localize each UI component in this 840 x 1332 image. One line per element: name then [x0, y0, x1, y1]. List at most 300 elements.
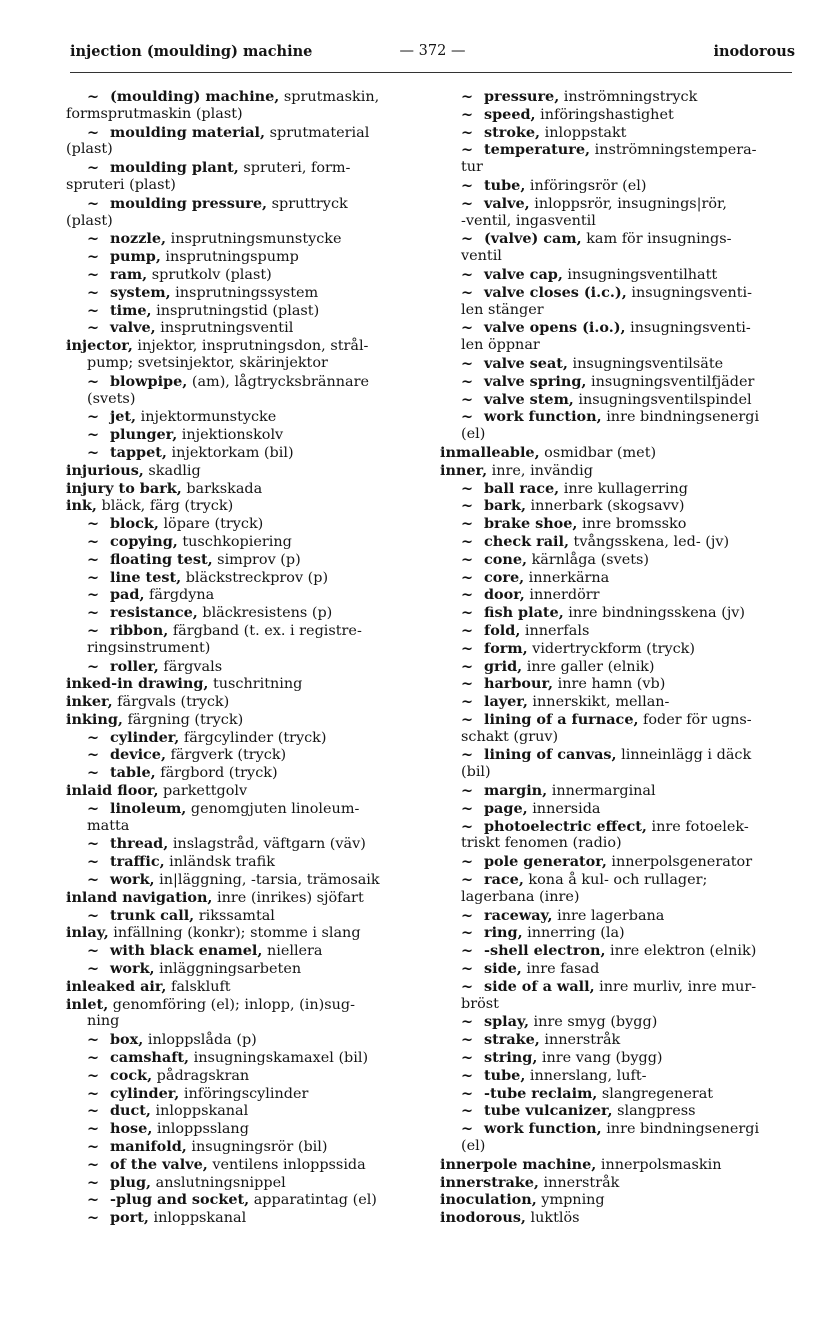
sub-entry-line — [440, 1085, 796, 1103]
entry-translation: inre hamn (vb) — [553, 676, 666, 693]
sub-entry-line — [66, 835, 416, 853]
entry-term: work function, — [484, 408, 602, 426]
entry-term: valve spring, — [484, 372, 587, 390]
entry-translation: inslagstråd, väftgarn (väv) — [168, 836, 366, 853]
sub-entry-line — [66, 853, 416, 871]
entry-term: ball race, — [484, 479, 560, 497]
entry-term: -tube reclaim, — [484, 1084, 598, 1102]
sub-entry-line — [66, 408, 416, 426]
entry-term: inker, — [66, 693, 113, 711]
swung-dash-icon: ~ — [461, 800, 474, 817]
continuation-line — [440, 426, 796, 444]
swung-dash-icon: ~ — [87, 658, 100, 675]
sub-entry-line — [440, 1049, 796, 1067]
entry-translation: triskt fenomen (radio) — [461, 835, 622, 852]
page-number: — 372 — — [399, 43, 466, 59]
swung-dash-icon: ~ — [461, 747, 474, 764]
entry-term: plunger, — [110, 426, 178, 444]
swung-dash-icon: ~ — [461, 516, 474, 533]
entry-term: -shell electron, — [484, 942, 606, 960]
entry-term: ribbon, — [110, 621, 169, 639]
swung-dash-icon: ~ — [461, 355, 474, 372]
entry-translation: kona å kul- och rullager; — [523, 872, 708, 889]
sub-entry-line — [440, 818, 796, 836]
entry-translation: insugningsventilfjäder — [586, 373, 755, 390]
entry-term: margin, — [484, 782, 548, 800]
entry-term: speed, — [484, 105, 536, 123]
entry-translation: kärnlåga (svets) — [527, 551, 649, 568]
swung-dash-icon: ~ — [461, 676, 474, 693]
sub-entry-line — [66, 800, 416, 818]
entry-translation: färgbord (tryck) — [155, 765, 278, 782]
continuation-line — [440, 213, 796, 231]
entry-headword-line — [66, 497, 416, 515]
entry-term: time, — [110, 301, 152, 319]
sub-entry-line — [440, 586, 796, 604]
entry-term: inoculation, — [440, 1191, 537, 1209]
swung-dash-icon: ~ — [461, 711, 474, 728]
sub-entry-line — [66, 960, 416, 978]
entry-translation: pump; svetsinjektor, skärinjektor — [87, 354, 328, 371]
sub-entry-line — [440, 693, 796, 711]
continuation-line — [440, 248, 796, 266]
entry-term: inlet, — [66, 995, 109, 1013]
entry-translation: inloppskanal — [150, 1103, 249, 1120]
entry-headword-line — [66, 889, 416, 907]
sub-entry-line — [440, 746, 796, 764]
entry-term: inner, — [440, 461, 488, 479]
swung-dash-icon: ~ — [87, 1032, 100, 1049]
sub-entry-line — [440, 480, 796, 498]
entry-term: tube vulcanizer, — [484, 1102, 613, 1120]
swung-dash-icon: ~ — [87, 907, 100, 924]
swung-dash-icon: ~ — [461, 195, 474, 212]
entry-translation: löpare (tryck) — [158, 516, 264, 533]
entry-translation: parkettgolv — [158, 783, 248, 800]
entry-translation: ning — [87, 1013, 120, 1030]
continuation-line — [440, 729, 796, 747]
sub-entry-line — [440, 711, 796, 729]
swung-dash-icon: ~ — [87, 961, 100, 978]
sub-entry-line — [66, 907, 416, 925]
sub-entry-line — [440, 1102, 796, 1120]
entry-term: fish plate, — [484, 604, 564, 622]
entry-term: valve stem, — [484, 390, 574, 408]
entry-translation: insprutningsmunstycke — [166, 231, 342, 248]
entry-translation: barkskada — [181, 480, 263, 497]
entry-term: (moulding) machine, — [110, 88, 280, 105]
entry-translation: ympning — [536, 1192, 605, 1209]
entry-translation: insugningsventilspindel — [573, 391, 752, 408]
sub-entry-line — [440, 284, 796, 302]
entry-term: lining of canvas, — [484, 746, 617, 764]
swung-dash-icon: ~ — [461, 1121, 474, 1138]
entry-term: side, — [484, 960, 522, 978]
entry-headword-line — [66, 996, 416, 1014]
swung-dash-icon: ~ — [461, 391, 474, 408]
entry-translation: falskluft — [166, 978, 231, 995]
entry-translation: in|läggning, -tarsia, trämosaik — [154, 872, 380, 889]
sub-entry-line — [440, 782, 796, 800]
sub-entry-line — [440, 569, 796, 587]
entry-headword-line — [66, 782, 416, 800]
entry-translation: insprutningstid (plast) — [151, 302, 320, 319]
entry-translation: bläckstreckprov (p) — [181, 569, 329, 586]
entry-term: strake, — [484, 1031, 540, 1049]
entry-translation: färgdyna — [144, 587, 215, 604]
entry-translation: insprutningspump — [160, 249, 299, 266]
entry-translation: färgvals (tryck) — [112, 694, 230, 711]
entry-translation: vidertryckform (tryck) — [527, 640, 695, 657]
entry-headword-line — [440, 1174, 796, 1192]
entry-translation: spruteri (plast) — [66, 176, 176, 193]
swung-dash-icon: ~ — [87, 1050, 100, 1067]
sub-entry-line — [66, 1049, 416, 1067]
entry-translation: len öppnar — [461, 337, 540, 354]
sub-entry-line — [440, 800, 796, 818]
sub-entry-line — [66, 319, 416, 337]
entry-translation: innerpolsgenerator — [606, 854, 753, 871]
sub-entry-line — [440, 408, 796, 426]
entry-term: duct, — [110, 1102, 151, 1120]
swung-dash-icon: ~ — [461, 925, 474, 942]
entry-translation: linneinlägg i däck — [616, 747, 752, 764]
entry-term: temperature, — [484, 141, 591, 159]
entry-translation: -ventil, ingasventil — [461, 212, 596, 229]
entry-translation: inre vang (bygg) — [537, 1050, 663, 1067]
entry-translation: inloppsslang — [152, 1121, 249, 1138]
swung-dash-icon: ~ — [87, 1085, 100, 1102]
entry-translation: tuschkopiering — [177, 533, 292, 550]
sub-entry-line — [440, 1067, 796, 1085]
entry-headword-line — [66, 462, 416, 480]
sub-entry-line — [66, 444, 416, 462]
sub-entry-line — [66, 266, 416, 284]
sub-entry-line — [440, 907, 796, 925]
entry-term: blowpipe, — [110, 372, 188, 390]
entry-translation: sprutmaterial — [265, 124, 370, 141]
continuation-line — [440, 337, 796, 355]
entry-translation: insprutningssystem — [170, 284, 319, 301]
sub-entry-line — [66, 1102, 416, 1120]
entry-translation: (am), lågtrycksbrännare — [187, 373, 369, 390]
swung-dash-icon: ~ — [461, 124, 474, 141]
sub-entry-line — [440, 230, 796, 248]
entry-headword-line — [440, 444, 796, 462]
sub-entry-line — [66, 1209, 416, 1227]
sub-entry-line — [66, 764, 416, 782]
swung-dash-icon: ~ — [87, 943, 100, 960]
sub-entry-line — [66, 1085, 416, 1103]
entry-term: valve cap, — [484, 265, 563, 283]
sub-entry-line — [66, 88, 416, 106]
entry-translation: inloppsrör, insugnings|rör, — [529, 195, 727, 212]
entry-term: valve closes (i.c.), — [484, 283, 627, 301]
sub-entry-line — [66, 284, 416, 302]
sub-entry-line — [440, 106, 796, 124]
sub-entry-line — [440, 551, 796, 569]
entry-translation: spruteri, form- — [238, 160, 351, 177]
sub-entry-line — [440, 924, 796, 942]
entry-term: grid, — [484, 657, 523, 675]
swung-dash-icon: ~ — [87, 1210, 100, 1227]
swung-dash-icon: ~ — [461, 231, 474, 248]
sub-entry-line — [66, 195, 416, 213]
sub-entry-line — [66, 1191, 416, 1209]
entry-headword-line — [440, 1156, 796, 1174]
swung-dash-icon: ~ — [461, 658, 474, 675]
entry-term: ink, — [66, 497, 97, 515]
sub-entry-line — [440, 942, 796, 960]
entry-translation: injektormunstycke — [136, 409, 277, 426]
entry-headword-line — [66, 337, 416, 355]
entry-term: work, — [110, 871, 155, 889]
entry-translation: färgband (t. ex. i registre- — [168, 622, 362, 639]
entry-translation: pådragskran — [152, 1067, 250, 1084]
right-column — [440, 88, 796, 1227]
entry-term: jet, — [110, 408, 137, 426]
sub-entry-line — [440, 640, 796, 658]
entry-headword-line — [440, 1191, 796, 1209]
sub-entry-line — [440, 1013, 796, 1031]
sub-entry-line — [66, 1156, 416, 1174]
swung-dash-icon: ~ — [87, 373, 100, 390]
running-header — [70, 43, 795, 65]
entry-translation: inre, invändig — [487, 462, 593, 479]
swung-dash-icon: ~ — [461, 569, 474, 586]
swung-dash-icon: ~ — [87, 800, 100, 817]
entry-term: pump, — [110, 248, 161, 266]
sub-entry-line — [66, 1031, 416, 1049]
entry-translation: innerslang, luft- — [525, 1067, 647, 1084]
entry-term: floating test, — [110, 550, 213, 568]
sub-entry-line — [440, 1031, 796, 1049]
swung-dash-icon: ~ — [461, 605, 474, 622]
entry-translation: spruttryck — [267, 195, 348, 212]
entry-term: inlay, — [66, 924, 109, 942]
continuation-line — [440, 835, 796, 853]
entry-translation: inre bindningsskena (jv) — [563, 605, 746, 622]
entry-translation: innerdörr — [524, 587, 600, 604]
sub-entry-line — [66, 533, 416, 551]
sub-entry-line — [66, 302, 416, 320]
swung-dash-icon: ~ — [87, 516, 100, 533]
entry-translation: insugningskamaxel (bil) — [189, 1050, 369, 1067]
entry-translation: niellera — [262, 943, 323, 960]
sub-entry-line — [66, 658, 416, 676]
entry-headword-line — [66, 480, 416, 498]
entry-translation: len stänger — [461, 301, 544, 318]
entry-translation: lagerbana (inre) — [461, 888, 580, 905]
entry-translation: slangregenerat — [597, 1085, 714, 1102]
swung-dash-icon: ~ — [461, 978, 474, 995]
swung-dash-icon: ~ — [87, 747, 100, 764]
entry-term: valve, — [484, 194, 530, 212]
entry-term: string, — [484, 1049, 538, 1067]
continuation-line — [440, 889, 796, 907]
sub-entry-line — [66, 622, 416, 640]
swung-dash-icon: ~ — [461, 854, 474, 871]
entry-term: pole generator, — [484, 853, 607, 871]
entry-term: port, — [110, 1209, 149, 1227]
entry-translation: inre bromssko — [577, 516, 687, 533]
entry-translation: innerpolsmaskin — [596, 1156, 722, 1173]
entry-term: inleaked air, — [66, 977, 167, 995]
entry-term: innerstrake, — [440, 1173, 539, 1191]
entry-term: (valve) cam, — [484, 230, 582, 248]
swung-dash-icon: ~ — [87, 1174, 100, 1191]
entry-translation: skadlig — [143, 462, 201, 479]
entry-translation: inre fotoelek- — [646, 818, 749, 835]
entry-translation: inre galler (elnik) — [522, 658, 655, 675]
swung-dash-icon: ~ — [461, 533, 474, 550]
entry-term: fold, — [484, 621, 521, 639]
entry-translation: insugningsventilhatt — [562, 266, 718, 283]
swung-dash-icon: ~ — [87, 533, 100, 550]
entry-translation: innermarginal — [547, 783, 656, 800]
entry-term: cone, — [484, 550, 527, 568]
entry-term: lining of a furnace, — [484, 710, 639, 728]
swung-dash-icon: ~ — [461, 640, 474, 657]
sub-entry-line — [66, 1174, 416, 1192]
entry-term: cock, — [110, 1066, 153, 1084]
entry-translation: (bil) — [461, 764, 491, 781]
entry-term: table, — [110, 764, 156, 782]
swung-dash-icon: ~ — [461, 106, 474, 123]
entry-term: check rail, — [484, 532, 569, 550]
swung-dash-icon: ~ — [87, 89, 100, 105]
entry-translation: inre smyg (bygg) — [528, 1014, 658, 1031]
swung-dash-icon: ~ — [461, 587, 474, 604]
entry-translation: (el) — [461, 1138, 486, 1155]
swung-dash-icon: ~ — [87, 444, 100, 461]
entry-translation: inloppslåda (p) — [143, 1032, 257, 1049]
entry-term: page, — [484, 799, 528, 817]
swung-dash-icon: ~ — [461, 694, 474, 711]
entry-term: ring, — [484, 924, 523, 942]
entry-translation: tvångsskena, led- (jv) — [568, 533, 730, 550]
entry-headword-line — [66, 693, 416, 711]
entry-translation: formsprutmaskin (plast) — [66, 105, 243, 122]
entry-translation: insugningsrör (bil) — [186, 1139, 328, 1156]
entry-term: work function, — [484, 1120, 602, 1138]
sub-entry-line — [66, 230, 416, 248]
entry-headword-line — [66, 924, 416, 942]
swung-dash-icon: ~ — [87, 160, 100, 177]
swung-dash-icon: ~ — [461, 1032, 474, 1049]
entry-translation: inloppskanal — [148, 1210, 247, 1227]
sub-entry-line — [440, 355, 796, 373]
entry-term: valve, — [110, 319, 156, 337]
swung-dash-icon: ~ — [87, 622, 100, 639]
sub-entry-line — [66, 1067, 416, 1085]
sub-entry-line — [440, 515, 796, 533]
entry-translation: införingsrör (el) — [525, 177, 647, 194]
swung-dash-icon: ~ — [87, 249, 100, 266]
entry-term: inmalleable, — [440, 443, 540, 461]
entry-headword-line — [440, 462, 796, 480]
swung-dash-icon: ~ — [87, 124, 100, 141]
entry-translation: slangpress — [612, 1103, 696, 1120]
swung-dash-icon: ~ — [461, 818, 474, 835]
entry-term: side of a wall, — [484, 977, 595, 995]
continuation-line — [66, 141, 416, 159]
swung-dash-icon: ~ — [461, 89, 474, 105]
entry-term: stroke, — [484, 123, 541, 141]
swung-dash-icon: ~ — [87, 231, 100, 248]
entry-translation: innerstråk — [538, 1174, 620, 1191]
swung-dash-icon: ~ — [87, 569, 100, 586]
entry-translation: sprutkolv (plast) — [147, 266, 272, 283]
continuation-line — [66, 1013, 416, 1031]
swung-dash-icon: ~ — [87, 302, 100, 319]
entry-term: trunk call, — [110, 906, 195, 924]
entry-translation: foder för ugns- — [638, 711, 752, 728]
swung-dash-icon: ~ — [461, 907, 474, 924]
swung-dash-icon: ~ — [461, 622, 474, 639]
entry-translation: genomgjuten linoleum- — [186, 800, 360, 817]
entry-translation: innersida — [527, 800, 601, 817]
entry-translation: insugningsventi- — [625, 320, 751, 337]
entry-translation: injektionskolv — [177, 427, 284, 444]
sub-entry-line — [440, 141, 796, 159]
entry-translation: inströmningstempera- — [590, 142, 757, 159]
entry-term: inlaid floor, — [66, 782, 159, 800]
entry-translation: (plast) — [66, 212, 113, 229]
entry-term: hose, — [110, 1120, 153, 1138]
sub-entry-line — [440, 1120, 796, 1138]
swung-dash-icon: ~ — [461, 373, 474, 390]
entry-translation: färgning (tryck) — [122, 711, 244, 728]
entry-term: system, — [110, 283, 171, 301]
entry-translation: innerkärna — [524, 569, 610, 586]
entry-term: moulding plant, — [110, 159, 239, 177]
continuation-line — [440, 1138, 796, 1156]
swung-dash-icon: ~ — [87, 854, 100, 871]
swung-dash-icon: ~ — [87, 1139, 100, 1156]
entry-translation: tur — [461, 159, 483, 176]
entry-term: brake shoe, — [484, 515, 578, 533]
sub-entry-line — [66, 604, 416, 622]
swung-dash-icon: ~ — [87, 266, 100, 283]
entry-term: injury to bark, — [66, 479, 182, 497]
entry-translation: inre kullagerring — [559, 480, 688, 497]
entry-translation: infällning (konkr); stomme i slang — [108, 925, 361, 942]
swung-dash-icon: ~ — [461, 177, 474, 194]
swung-dash-icon: ~ — [461, 320, 474, 337]
entry-translation: (plast) — [66, 141, 113, 158]
sub-entry-line — [440, 177, 796, 195]
continuation-line — [66, 818, 416, 836]
entry-term: bark, — [484, 497, 526, 515]
swung-dash-icon: ~ — [87, 409, 100, 426]
swung-dash-icon: ~ — [87, 605, 100, 622]
entry-term: inked-in drawing, — [66, 675, 209, 693]
entry-translation: tuschritning — [208, 676, 303, 693]
entry-translation: bläck, färg (tryck) — [96, 498, 234, 515]
entry-term: ram, — [110, 265, 148, 283]
swung-dash-icon: ~ — [87, 320, 100, 337]
sub-entry-line — [440, 622, 796, 640]
sub-entry-line — [440, 124, 796, 142]
entry-term: box, — [110, 1031, 144, 1049]
entry-translation: inre lagerbana — [552, 907, 665, 924]
entry-headword-line — [66, 978, 416, 996]
swung-dash-icon: ~ — [461, 480, 474, 497]
entry-translation: inre fasad — [521, 961, 600, 978]
entry-term: pressure, — [484, 88, 560, 105]
sub-entry-line — [66, 569, 416, 587]
